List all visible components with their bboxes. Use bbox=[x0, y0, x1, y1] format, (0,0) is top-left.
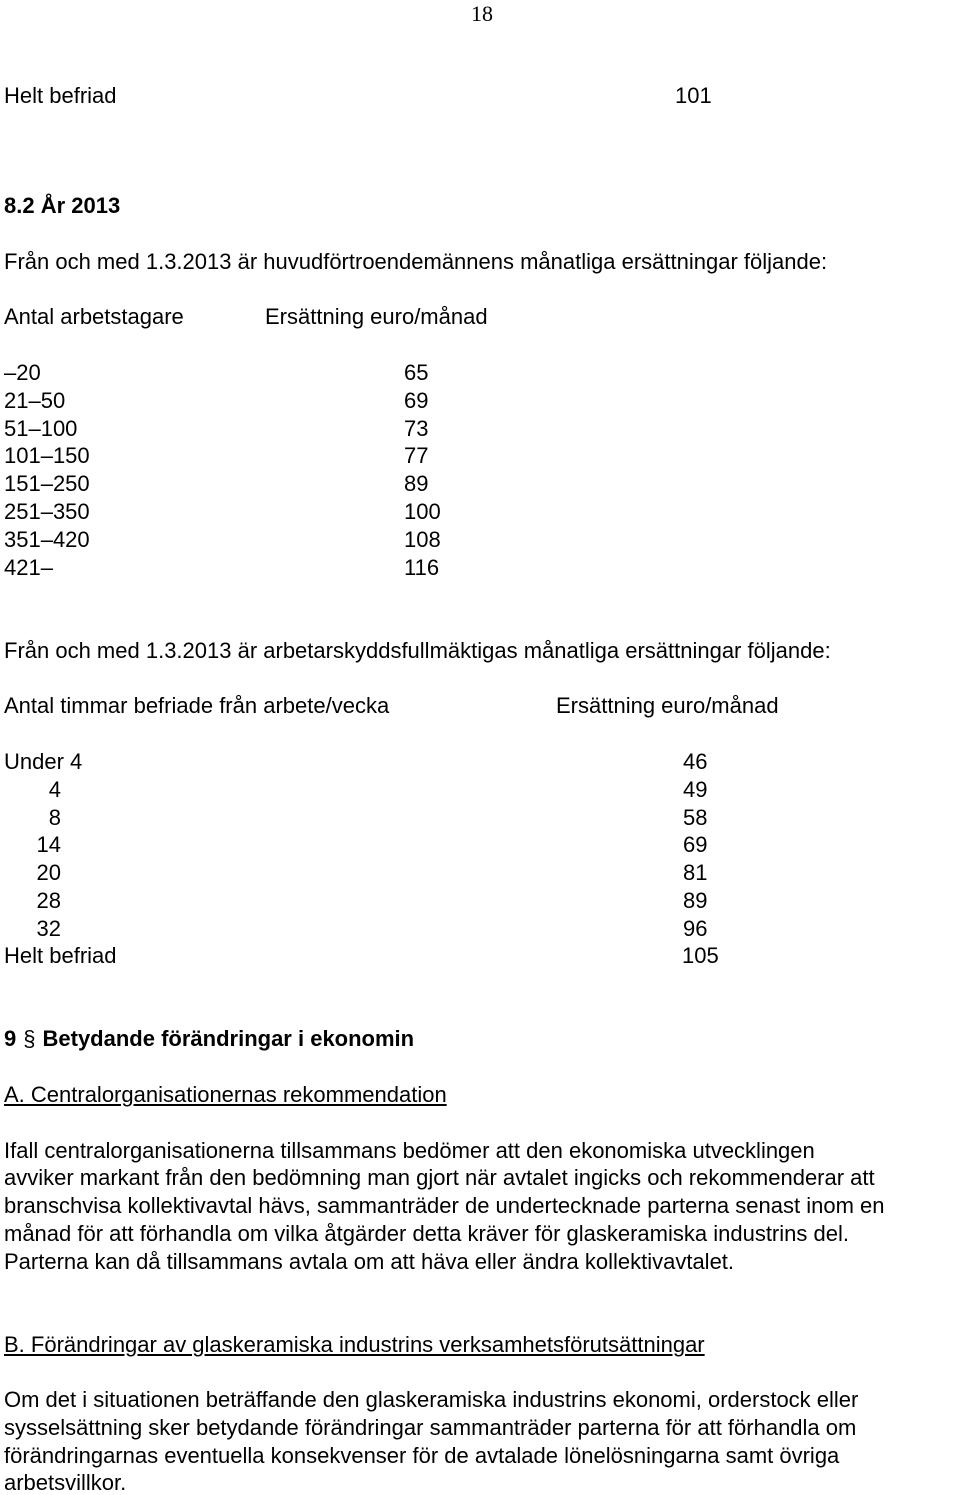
col-header-employees: Antal arbetstagare bbox=[4, 304, 184, 329]
table-row-hours: 14 bbox=[36, 832, 61, 857]
table-row-range: 151–250 bbox=[4, 471, 90, 496]
top-row-label: Helt befriad bbox=[4, 83, 117, 108]
intro-paragraph-2: Från och med 1.3.2013 är arbetarskyddsfullmäktigas månatliga ersättningar följande: bbox=[4, 638, 831, 663]
section-title: Betydande förändringar i ekonomin bbox=[42, 1026, 415, 1051]
paragraph-line: arbetsvillkor. bbox=[4, 1470, 127, 1495]
table-row-value: 108 bbox=[404, 527, 441, 552]
table-row-value: 89 bbox=[404, 471, 429, 496]
table-row-value: 69 bbox=[683, 832, 708, 857]
top-row-value: 101 bbox=[675, 83, 712, 108]
table-row-hours: 8 bbox=[48, 805, 61, 830]
table-row-hours: Helt befriad bbox=[4, 943, 117, 968]
section-heading-8-2: 8.2 År 2013 bbox=[4, 193, 121, 218]
table-row-range: 21–50 bbox=[4, 388, 66, 413]
table-row-value: 81 bbox=[683, 860, 708, 885]
paragraph-line: förändringarnas eventuella konsekvenser för de avtalade lönelösningarna samt övriga bbox=[4, 1443, 840, 1468]
table-row-value: 46 bbox=[683, 749, 708, 774]
table-row-hours: 32 bbox=[36, 916, 61, 941]
table-row-value: 69 bbox=[404, 388, 429, 413]
table-row-range: 101–150 bbox=[4, 443, 90, 468]
col-header-compensation-2: Ersättning euro/månad bbox=[556, 693, 779, 718]
table-row-value: 89 bbox=[683, 888, 708, 913]
table-row-value: 65 bbox=[404, 360, 429, 385]
table-row-value: 77 bbox=[404, 443, 429, 468]
table-row-range: 421– bbox=[4, 555, 53, 580]
paragraph-line: sysselsättning sker betydande förändringar sammanträder parterna för att förhandla om bbox=[4, 1415, 857, 1440]
table-row-value: 73 bbox=[404, 416, 429, 441]
section-sign-icon: § bbox=[23, 1026, 36, 1051]
section-number: 9 bbox=[4, 1026, 17, 1051]
table-row-range: –20 bbox=[4, 360, 41, 385]
table-row-hours: 20 bbox=[36, 860, 61, 885]
table-row-value: 58 bbox=[683, 805, 708, 830]
col-header-hours: Antal timmar befriade från arbete/vecka bbox=[4, 693, 390, 718]
table-row-range: 51–100 bbox=[4, 416, 78, 441]
table-row-hours: 4 bbox=[48, 777, 61, 802]
table-row-hours: 28 bbox=[36, 888, 61, 913]
table-row-range: 351–420 bbox=[4, 527, 90, 552]
table-row-value: 96 bbox=[683, 916, 708, 941]
paragraph-line: månad för att förhandla om vilka åtgärder detta kräver för glaskeramiska industrins del. bbox=[4, 1221, 849, 1246]
section-heading-9 bbox=[4, 1028, 414, 1050]
intro-paragraph-1: Från och med 1.3.2013 är huvudförtroendemännens månatliga ersättningar följande: bbox=[4, 249, 828, 274]
subheading-a: A. Centralorganisationernas rekommendation bbox=[4, 1082, 447, 1107]
subheading-b: B. Förändringar av glaskeramiska industrins verksamhetsförutsättningar bbox=[4, 1332, 705, 1357]
page-number: 18 bbox=[471, 1, 493, 26]
paragraph-line: Om det i situationen beträffande den glaskeramiska industrins ekonomi, orderstock eller bbox=[4, 1387, 859, 1412]
table-row-value: 116 bbox=[404, 555, 440, 580]
paragraph-line: Ifall centralorganisationerna tillsammans bedömer att den ekonomiska utvecklingen bbox=[4, 1138, 815, 1163]
paragraph-line: branschvisa kollektivavtal hävs, sammanträder de undertecknade parterna senast inom en bbox=[4, 1193, 885, 1218]
table-row-value: 100 bbox=[404, 499, 441, 524]
table-row-value: 105 bbox=[682, 943, 719, 968]
table-row-value: 49 bbox=[683, 777, 708, 802]
table-row-hours: Under 4 bbox=[4, 749, 83, 774]
table-row-range: 251–350 bbox=[4, 499, 90, 524]
col-header-compensation: Ersättning euro/månad bbox=[265, 304, 488, 329]
paragraph-line: avviker markant från den bedömning man gjort när avtalet ingicks och rekommenderar att bbox=[4, 1165, 875, 1190]
paragraph-line: Parterna kan då tillsammans avtala om att häva eller ändra kollektivavtalet. bbox=[4, 1249, 735, 1274]
